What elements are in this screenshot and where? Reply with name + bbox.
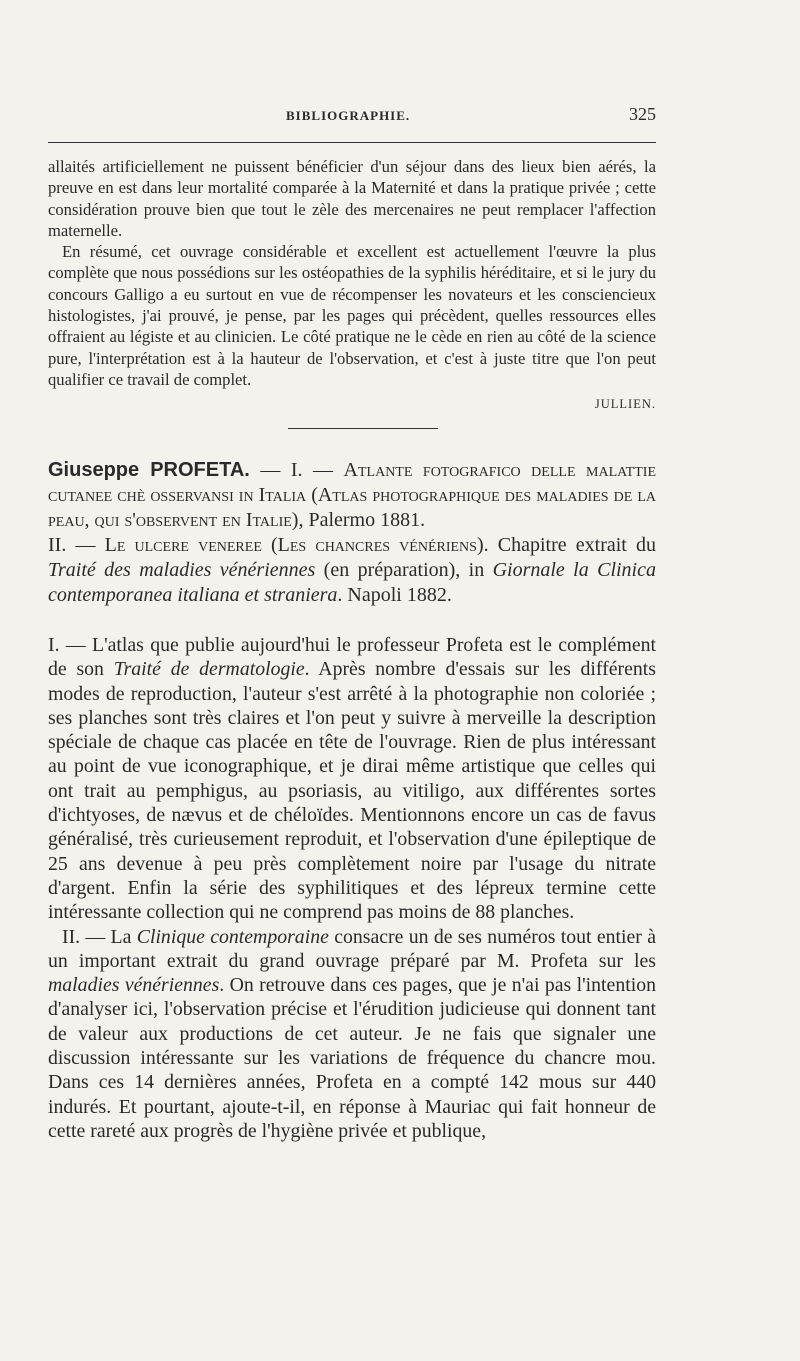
review-jullien [48,156,656,416]
author-signature: JULLIEN. [594,397,656,412]
review-profeta-body [48,633,656,1143]
running-title: BIBLIOGRAPHIE. [286,108,411,123]
heading-author: Giuseppe PROFETA. [48,459,250,481]
heading-title: Atlante fotografico delle malattie cutanee chè osservansi in Italia (Atlas photographique des maladies de la peau, qui s'observent en Italie) [48,459,656,531]
paragraph: allaités artificiellement ne puissent bénéficier d'un séjour dans des lieux bien aérés, la preuve en est dans leur mortalité comparée à la Maternité et dans la pratique privée ; cette considération prouve bien que tout le zèle des mercenaires ne peut remplacer l'affection maternelle. [48,157,656,240]
review-heading [48,458,656,608]
header-rule [48,142,656,143]
paragraph: En résumé, cet ouvrage considérable et excellent est actuellement l'œuvre la plus complète que nous possédions sur les ostéopathies de la syphilis héréditaire, et si le jury du concours Galligo a eu surtout en vue de récompenser les novateurs et les consciencieux histologistes, j'ai prouvé, je pense, par les pages qui précèdent, quelles ressources elles offraient au légiste et au clinicien. Le côté pratique ne le cède en rien au côté de la science pure, l'interprétation est à la hauteur de l'observation, et c'est à juste titre que l'on peut qualifier ce travail de complet. [48,242,656,389]
page-number: 325 [629,104,656,124]
heading-entry-2: II. — Le ulcere veneree (Les chancres vénériens). Chapitre extrait du Traité des maladies vénériennes (en préparation), in Giornale la Clinica contemporanea italiana et straniera. Napoli 1882. [48,534,656,606]
paragraph: II. — La Clinique contemporaine consacre un de ses numéros tout entier à un important extrait du grand ouvrage préparé par M. Profeta sur les maladies vénériennes. On retrouve dans ces pages, que je n'ai pas l'intention d'analyser ici, l'observation précise et l'érudition judicieuse qui donnent tant de valeur aux productions de cet auteur. Je ne fais que signaler une discussion intéressante sur les variations de fréquence du chancre mou. Dans ces 14 dernières années, Profeta en a compté 142 mous sur 440 indurés. Et pourtant, ajoute-t-il, en réponse à Mauriac qui fait honneur de cette rareté aux progrès de l'hygiène privée et publique, [48,925,656,1142]
page-header [48,104,656,128]
heading-entry-1: Giuseppe PROFETA. — I. — Atlante fotografico delle malattie cutanee chè osservansi in Italia (Atlas photographique des maladies de la peau, qui s'observent en Italie), Palermo 1881. [48,459,656,531]
heading-title: Le ulcere veneree (Les chancres vénériens) [104,534,484,556]
paragraph: I. — L'atlas que publie aujourd'hui le professeur Profeta est le complément de son Traité de dermatologie. Après nombre d'essais sur les différents modes de reproduction, l'auteur s'est arrêté à la photographie non coloriée ; ses planches sont très claires et l'on peut y suivre à merveille la description spéciale de chaque cas placée en tête de l'ouvrage. Rien de plus intéressant au point de vue iconographique, et je dirai même artistique que celles qui ont trait au pemphigus, au psoriasis, au vitiligo, aux différentes sortes d'ichtyoses, de nævus et de chéloïdes. Mentionnons encore un cas de favus généralisé, très curieusement reproduit, et l'observation d'une épileptique de 25 ans devenue à peu près complètement noire par l'usage du nitrate d'argent. Enfin la série des syphilitiques et des lépreux termine cette intéressante collection qui ne comprend pas moins de 88 planches. [48,634,656,924]
section-separator [288,428,438,429]
